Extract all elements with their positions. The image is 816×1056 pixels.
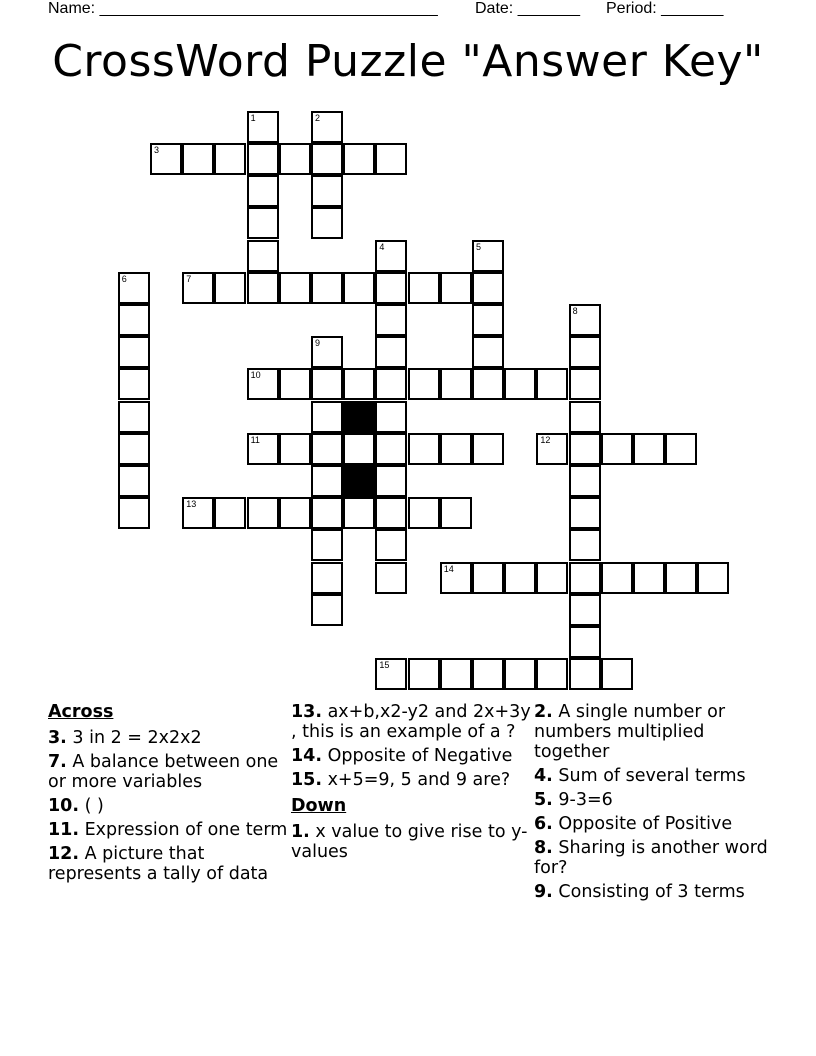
grid-cell[interactable] xyxy=(247,175,279,207)
grid-cell[interactable] xyxy=(247,272,279,304)
name-field-label[interactable]: Name: ______________________________________ xyxy=(48,0,438,17)
grid-cell[interactable] xyxy=(375,529,407,561)
grid-cell[interactable] xyxy=(343,497,375,529)
clue-down-6: 6. Opposite of Positive xyxy=(534,814,733,834)
header-fields xyxy=(48,0,748,22)
grid-cell[interactable] xyxy=(311,368,343,400)
grid-cell[interactable] xyxy=(214,497,246,529)
clue-number: 2 xyxy=(315,112,321,123)
grid-cell[interactable] xyxy=(247,368,279,400)
grid-cell[interactable] xyxy=(504,562,536,594)
grid-cell[interactable] xyxy=(279,368,311,400)
grid-block xyxy=(343,465,375,497)
clue-number: 8 xyxy=(572,306,578,316)
down-clues-column-3 xyxy=(534,702,779,906)
grid-cell[interactable] xyxy=(150,143,182,175)
grid-cell[interactable] xyxy=(118,433,150,465)
grid-cell[interactable] xyxy=(247,111,279,143)
clue-number: 12 xyxy=(540,434,551,445)
clue-down-2: 2. A single number or numbers multiplied together xyxy=(534,702,726,762)
grid-cell[interactable] xyxy=(472,562,504,594)
grid-cell[interactable] xyxy=(343,272,375,304)
grid-cell[interactable] xyxy=(375,368,407,400)
grid-cell[interactable] xyxy=(569,433,601,465)
grid-cell[interactable] xyxy=(279,433,311,465)
grid-cell[interactable] xyxy=(569,465,601,497)
grid-cell[interactable] xyxy=(214,272,246,304)
grid-cell[interactable] xyxy=(408,433,440,465)
grid-cell[interactable] xyxy=(472,368,504,400)
grid-cell[interactable] xyxy=(311,143,343,175)
grid-cell[interactable] xyxy=(311,529,343,561)
grid-cell[interactable] xyxy=(440,433,472,465)
grid-cell[interactable] xyxy=(375,143,407,175)
clue-down-9: 9. Consisting of 3 terms xyxy=(534,882,745,902)
grid-cell[interactable] xyxy=(472,658,504,690)
grid-cell[interactable] xyxy=(504,368,536,400)
grid-cell[interactable] xyxy=(408,368,440,400)
clue-number: 5 xyxy=(476,241,482,252)
grid-cell[interactable] xyxy=(697,562,729,594)
grid-cell[interactable] xyxy=(118,465,150,497)
grid-cell[interactable] xyxy=(569,658,601,690)
grid-cell[interactable] xyxy=(375,562,407,594)
grid-cell[interactable] xyxy=(440,658,472,690)
clue-across-3: 3. 3 in 2 = 2x2x2 xyxy=(48,728,202,748)
grid-cell[interactable] xyxy=(665,562,697,594)
grid-cell[interactable] xyxy=(375,304,407,336)
grid-cell[interactable] xyxy=(375,272,407,304)
grid-cell[interactable] xyxy=(182,272,214,304)
grid-cell[interactable] xyxy=(311,336,343,368)
grid-cell[interactable] xyxy=(472,272,504,304)
clue-number: 13 xyxy=(186,499,197,510)
grid-cell[interactable] xyxy=(375,658,407,690)
down-heading: Down xyxy=(291,796,347,816)
grid-cell[interactable] xyxy=(408,658,440,690)
grid-cell[interactable] xyxy=(375,465,407,497)
clue-across-14: 14. Opposite of Negative xyxy=(291,746,513,766)
grid-cell[interactable] xyxy=(375,401,407,433)
clue-down-5: 5. 9-3=6 xyxy=(534,790,613,810)
clue-number: 1 xyxy=(250,112,256,123)
grid-cell[interactable] xyxy=(633,562,665,594)
clue-across-11: 11. Expression of one term xyxy=(48,820,288,840)
grid-cell[interactable] xyxy=(569,401,601,433)
grid-cell[interactable] xyxy=(536,368,568,400)
grid-cell[interactable] xyxy=(279,272,311,304)
grid-cell[interactable] xyxy=(472,433,504,465)
grid-cell[interactable] xyxy=(601,562,633,594)
grid-cell[interactable] xyxy=(118,368,150,400)
grid-cell[interactable] xyxy=(118,336,150,368)
across-heading: Across xyxy=(48,702,114,722)
clue-down-1: 1. x value to give rise to y- values xyxy=(291,822,528,862)
grid-cell[interactable] xyxy=(536,658,568,690)
clue-number: 6 xyxy=(121,273,127,284)
grid-cell[interactable] xyxy=(311,207,343,239)
grid-cell[interactable] xyxy=(311,562,343,594)
grid-cell[interactable] xyxy=(118,304,150,336)
grid-cell[interactable] xyxy=(375,336,407,368)
grid-cell[interactable] xyxy=(569,368,601,400)
grid-cell[interactable] xyxy=(569,626,601,658)
grid-cell[interactable] xyxy=(569,529,601,561)
grid-cell[interactable] xyxy=(536,433,568,465)
clue-across-10: 10. ( ) xyxy=(48,796,104,816)
grid-cell[interactable] xyxy=(247,240,279,272)
grid-cell[interactable] xyxy=(408,497,440,529)
clue-down-8: 8. Sharing is another word for? xyxy=(534,838,768,878)
grid-cell[interactable] xyxy=(279,143,311,175)
period-field-label[interactable]: Period: _______ xyxy=(606,0,724,17)
grid-block xyxy=(343,401,375,433)
clue-number: 15 xyxy=(379,660,390,671)
grid-cell[interactable] xyxy=(118,272,150,304)
grid-cell[interactable] xyxy=(247,143,279,175)
grid-cell[interactable] xyxy=(118,497,150,529)
grid-cell[interactable] xyxy=(311,594,343,626)
grid-cell[interactable] xyxy=(601,658,633,690)
clue-number: 7 xyxy=(186,273,192,284)
grid-cell[interactable] xyxy=(311,111,343,143)
clue-number: 9 xyxy=(315,338,321,349)
grid-cell[interactable] xyxy=(472,240,504,272)
grid-cell[interactable] xyxy=(311,272,343,304)
grid-cell[interactable] xyxy=(375,497,407,529)
page-title: CrossWord Puzzle "Answer Key" xyxy=(52,36,764,87)
grid-cell[interactable] xyxy=(504,658,536,690)
grid-cell[interactable] xyxy=(311,401,343,433)
grid-cell[interactable] xyxy=(665,433,697,465)
grid-cell[interactable] xyxy=(440,497,472,529)
grid-cell[interactable] xyxy=(472,336,504,368)
clue-number: 11 xyxy=(250,434,260,445)
clue-number: 4 xyxy=(379,241,385,252)
grid-cell[interactable] xyxy=(536,562,568,594)
grid-cell[interactable] xyxy=(247,497,279,529)
grid-cell[interactable] xyxy=(182,143,214,175)
grid-cell[interactable] xyxy=(311,465,343,497)
grid-cell[interactable] xyxy=(375,240,407,272)
grid-cell[interactable] xyxy=(311,433,343,465)
clue-across-7: 7. A balance between one or more variables xyxy=(48,752,279,792)
grid-cell[interactable] xyxy=(569,594,601,626)
across-clues-column-1 xyxy=(48,702,293,888)
grid-cell[interactable] xyxy=(118,401,150,433)
clue-across-15: 15. x+5=9, 5 and 9 are? xyxy=(291,770,511,790)
grid-cell[interactable] xyxy=(182,497,214,529)
grid-cell[interactable] xyxy=(247,433,279,465)
grid-cell[interactable] xyxy=(343,433,375,465)
grid-cell[interactable] xyxy=(569,497,601,529)
clue-down-4: 4. Sum of several terms xyxy=(534,766,746,786)
grid-cell[interactable] xyxy=(408,272,440,304)
grid-cell[interactable] xyxy=(601,433,633,465)
date-field-label[interactable]: Date: _______ xyxy=(475,0,580,17)
grid-cell[interactable] xyxy=(440,272,472,304)
grid-cell[interactable] xyxy=(569,304,601,336)
grid-cell[interactable] xyxy=(375,433,407,465)
grid-cell[interactable] xyxy=(472,304,504,336)
grid-cell[interactable] xyxy=(214,143,246,175)
grid-cell[interactable] xyxy=(440,562,472,594)
grid-cell[interactable] xyxy=(343,368,375,400)
grid-cell[interactable] xyxy=(311,497,343,529)
clue-number: 10 xyxy=(250,370,261,381)
grid-cell[interactable] xyxy=(343,143,375,175)
grid-cell[interactable] xyxy=(440,368,472,400)
clue-number: 14 xyxy=(443,563,454,574)
grid-cell[interactable] xyxy=(311,175,343,207)
grid-cell[interactable] xyxy=(633,433,665,465)
grid-cell[interactable] xyxy=(569,336,601,368)
grid-cell[interactable] xyxy=(569,562,601,594)
grid-cell[interactable] xyxy=(279,497,311,529)
clues-column-2 xyxy=(291,702,536,866)
grid-cell[interactable] xyxy=(247,207,279,239)
clue-across-13: 13. ax+b,x2-y2 and 2x+3y , this is an example of a ? xyxy=(291,702,531,742)
clue-number: 3 xyxy=(154,145,160,155)
clue-across-12: 12. A picture that represents a tally of data xyxy=(48,844,269,884)
